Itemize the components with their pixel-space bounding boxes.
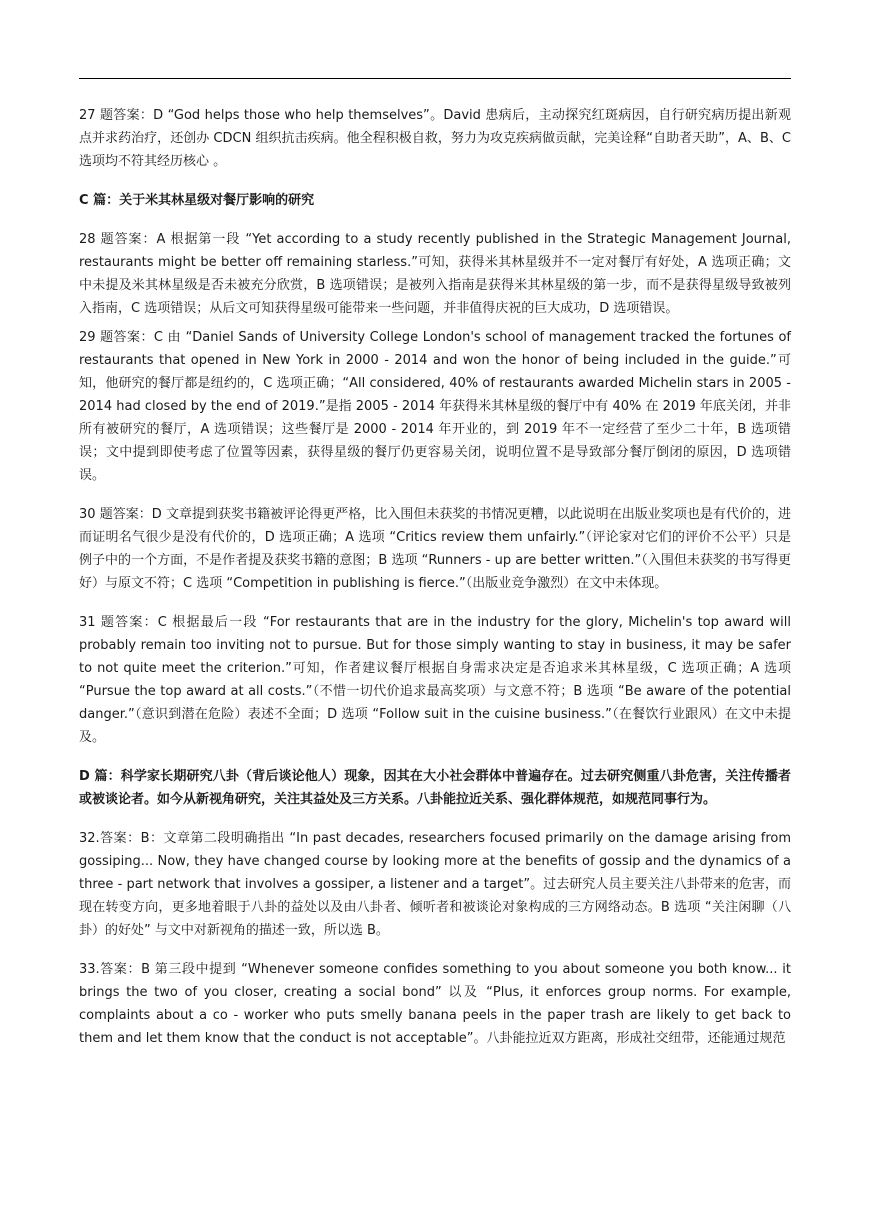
section-d-summary: D 篇：科学家长期研究八卦（背后谈论他人）现象，因其在大小社会群体中普遍存在。过去研究侧重八卦危害，关注传播者或被谈论者。如今从新视角研究，关注其益处及三方关系。八卦能拉近关系、强化群体规范，如规范同事行为。	[79, 769, 791, 807]
answer-31: 31 题答案：C 根据最后一段 “For restaurants that are in the industry for the glory, Michelin's top award will probably remain too inviting not to pursue. But for those simply wanting to stay in business, it may be safer to not quite meet the criterion.”可知，作者建议餐厅根据自身需求决定是否追求米其林星级，C 选项正确；A 选项 “Pursue the top award at all costs.”（不惜一切代价追求最高奖项）与文意不符；B 选项 “Be aware of the potential danger.”（意识到潜在危险）表述不全面；D 选项 “Follow suit in the cuisine business.”（在餐饮行业跟风）在文中未提及。	[79, 615, 791, 745]
answer-32: 32.答案：B：文章第二段明确指出 “In past decades, researchers focused primarily on the damage arising from gossiping... Now, they have changed course by looking more at the benefits of gossip and the dynamics of a three - part network that involves a gossiper, a listener and a target”。过去研究人员主要关注八卦带来的危害，而现在转变方向，更多地着眼于八卦的益处以及由八卦者、倾听者和被谈论对象构成的三方网络动态。B 选项 “关注闲聊（八卦）的好处” 与文中对新视角的描述一致，所以选 B。	[79, 831, 791, 938]
answer-28: 28 题答案：A 根据第一段 “Yet according to a study recently published in the Strategic Management Journal, restaurants might be better off remaining starless.”可知，获得米其林星级并不一定对餐厅有好处，A 选项正确；文中未提及米其林星级是否未被充分欣赏，B 选项错误；是被列入指南是获得米其林星级的第一步，而不是获得星级导致被列入指南，C 选项错误；从后文可知获得星级可能带来一些问题，并非值得庆祝的巨大成功，D 选项错误。	[79, 232, 791, 316]
answer-33: 33.答案：B 第三段中提到 “Whenever someone confides something to you about someone you both know... it brings the two of you closer, creating a social bond” 以及 “Plus, it enforces group norms. For example, complaints about a co - worker who puts smelly banana peels in the paper trash are likely to get back to them and let them know that the conduct is not acceptable”。八卦能拉近双方距离，形成社交纽带，还能通过规范	[79, 962, 791, 1046]
answer-30: 30 题答案：D 文章提到获奖书籍被评论得更严格，比入围但未获奖的书情况更糟，以此说明在出版业奖项也是有代价的，进而证明名气很少是没有代价的，D 选项正确；A 选项 “Critics review them unfairly.”（评论家对它们的评价不公平）只是例子中的一个方面，不是作者提及获奖书籍的意图；B 选项 “Runners - up are better written.”（入围但未获奖的书写得更好）与原文不符；C 选项 “Competition in publishing is fierce.”（出版业竞争激烈）在文中未体现。	[79, 507, 791, 591]
answer-27: 27 题答案：D “God helps those who help themselves”。David 患病后，主动探究红斑病因，自行研究病历提出新观点并求药治疗，还创办 CDCN 组织抗击疾病。他全程积极自救，努力为攻克疾病做贡献，完美诠释“自助者天助”，A、B、C 选项均不符其经历核心 。	[79, 108, 791, 169]
answer-29: 29 题答案：C 由 “Daniel Sands of University College London's school of management tracked the fortunes of restaurants that opened in New York in 2000 - 2014 and won the honor of being included in the guide.”可知，他研究的餐厅都是纽约的，C 选项正确；“All considered, 40% of restaurants awarded Michelin stars in 2005 - 2014 had closed by the end of 2019.”是指 2005 - 2014 年获得米其林星级的餐厅中有 40% 在 2019 年底关闭，并非所有被研究的餐厅，A 选项错误；这些餐厅是 2000 - 2014 年开业的，到 2019 年不一定经营了至少二十年，B 选项错误；文中提到即使考虑了位置等因素，获得星级的餐厅仍更容易关闭，说明位置不是导致部分餐厅倒闭的原因，D 选项错误。	[79, 330, 791, 483]
header-rule	[79, 78, 791, 79]
answer-explanations	[79, 104, 791, 1050]
section-c-title: C 篇：关于米其林星级对餐厅影响的研究	[79, 193, 315, 208]
